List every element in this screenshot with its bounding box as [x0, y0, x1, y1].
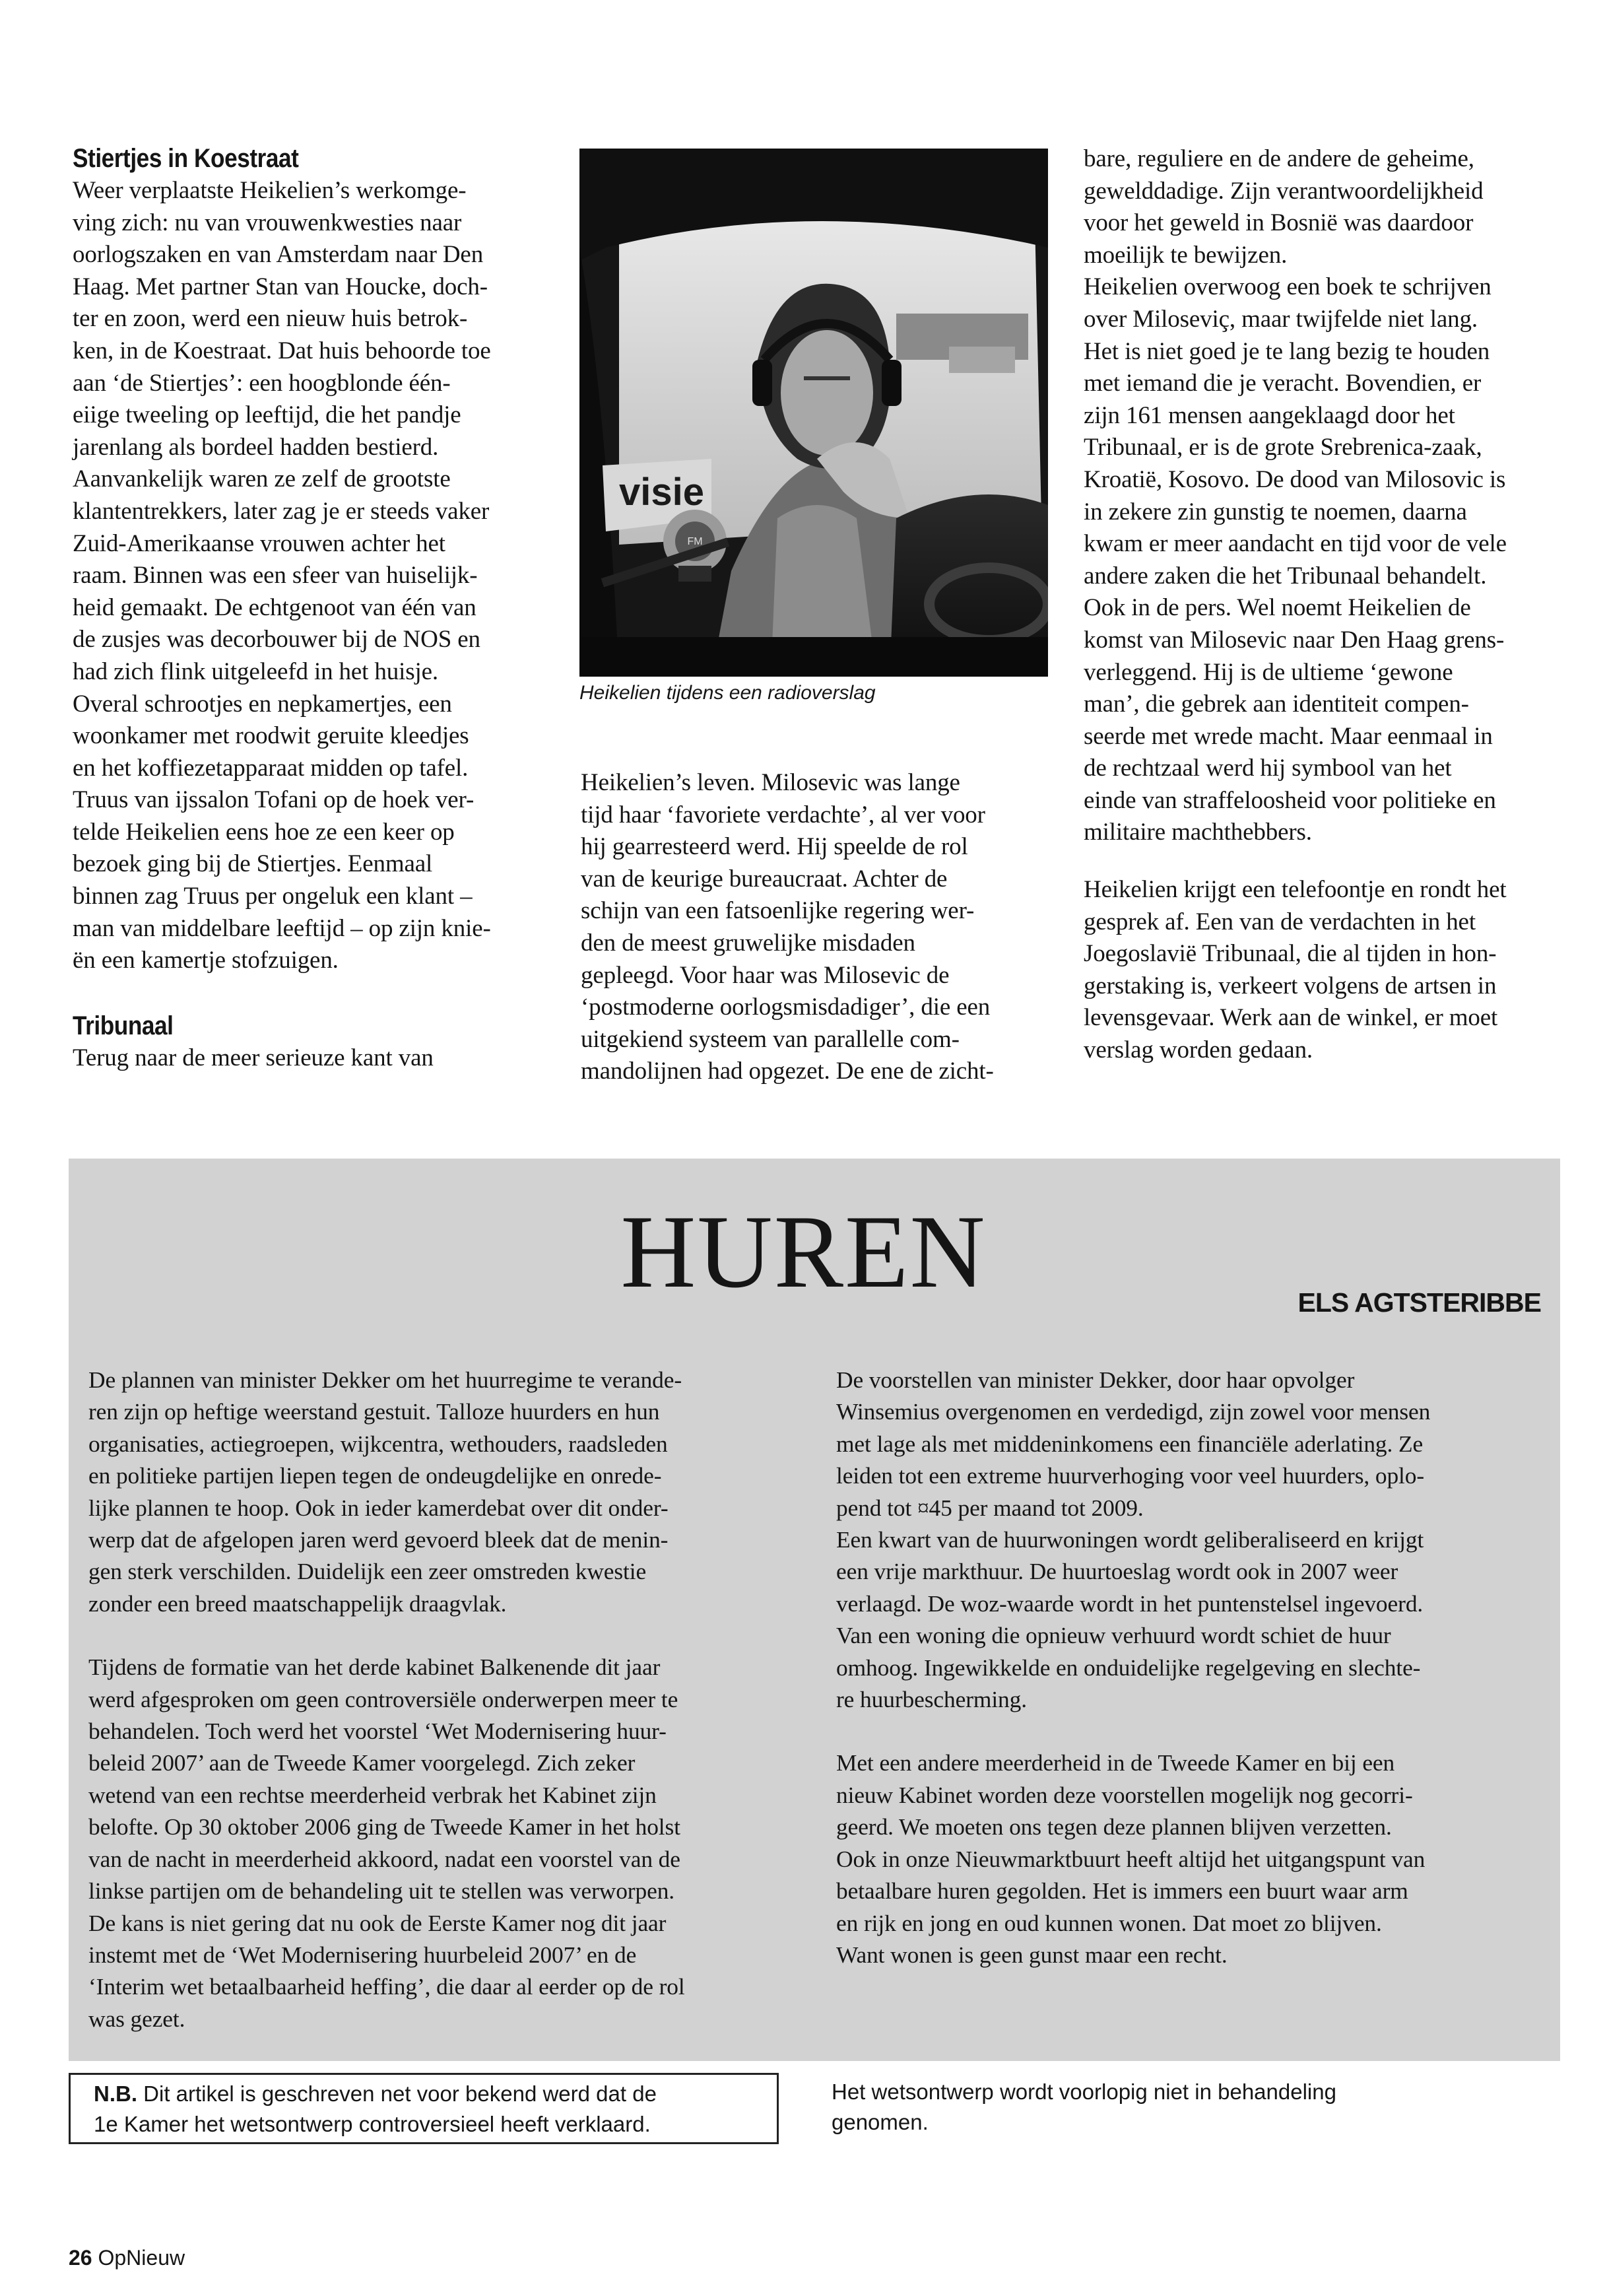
text-line: Haag. Met partner Stan van Houcke, doch- — [73, 273, 488, 300]
text-line: in zekere zin gunstig te noemen, daarna — [1084, 498, 1467, 525]
column-1-text-a — [73, 175, 535, 977]
text-line: den de meest gruwelijke misdaden — [581, 929, 915, 957]
text-line: werp dat de afgelopen jaren werd gevoerd bleek dat de menin- — [88, 1526, 669, 1553]
note-label: N.B. — [94, 2081, 137, 2106]
text-line: Kroatië, Kosovo. De dood van Milosovic is — [1084, 465, 1506, 493]
text-line: kwam er meer aandacht en tijd voor de vele — [1084, 530, 1507, 558]
text-line: man van middelbare leeftijd – op zijn knie- — [73, 914, 491, 942]
box-right-column — [836, 1364, 1556, 1971]
text-line: verleggend. Hij is de ultieme ‘gewone — [1084, 658, 1453, 686]
text-line: binnen zag Truus per ongeluk een klant – — [73, 883, 473, 910]
text-line: Winsemius overgenomen en verdedigd, zijn zowel voor mensen — [836, 1398, 1431, 1425]
text-line: einde van straffeloosheid voor politieke en — [1084, 786, 1496, 814]
box-right-paragraph-1 — [836, 1364, 1556, 1715]
microphone-label: FM — [687, 536, 703, 547]
text-line: nieuw Kabinet worden deze voorstellen mogelijk nog gecorri- — [836, 1781, 1413, 1808]
text-line: man’, die gebrek aan identiteit compen- — [1084, 691, 1469, 718]
text-line: belofte. Op 30 oktober 2006 ging de Tweede Kamer in het holst — [88, 1813, 680, 1840]
text-line: mandolijnen had opgezet. De ene de zicht- — [581, 1058, 994, 1085]
text-line: jarenlang als bordeel hadden bestierd. — [73, 433, 439, 461]
photo-illustration — [579, 149, 1048, 677]
text-line: De plannen van minister Dekker om het huurregime te verande- — [88, 1367, 682, 1393]
text-line: en rijk en jong en oud kunnen wonen. Dat moet zo blijven. — [836, 1909, 1382, 1936]
note-line-1 — [94, 2079, 777, 2109]
text-line: de zusjes was decorbouwer bij de NOS en — [73, 626, 480, 654]
text-line: Ook in onze Nieuwmarktbuurt heeft altijd het uitgangspunt van — [836, 1845, 1426, 1872]
column-3-text-b — [1084, 874, 1559, 1067]
text-line: hij gearresteerd werd. Hij speelde de rol — [581, 833, 968, 861]
text-line: andere zaken die het Tribunaal behandelt. — [1084, 562, 1487, 590]
text-line: seerde met wrede macht. Maar eenmaal in — [1084, 722, 1493, 750]
text-line: bezoek ging bij de Stiertjes. Eenmaal — [73, 850, 433, 878]
text-line: was gezet. — [88, 2005, 185, 2032]
text-line: ën een kamertje stofzuigen. — [73, 947, 339, 974]
text-line: gepleegd. Voor haar was Milosevic de — [581, 961, 950, 989]
magazine-name: OpNieuw — [98, 2246, 185, 2270]
text-line: leiden tot een extreme huurverhoging voor veel huurders, oplo- — [836, 1462, 1425, 1489]
text-line: zijn 161 mensen aangeklaagd door het — [1084, 401, 1455, 429]
text-line: linkse partijen om de behandeling uit te stellen was verworpen. — [88, 1877, 675, 1905]
text-line: Truus van ijssalon Tofani op de hoek ver- — [73, 786, 475, 814]
text-line: verslag worden gedaan. — [1084, 1036, 1313, 1064]
text-line: ken, in de Koestraat. Dat huis behoorde toe — [73, 337, 491, 364]
text-line: over Miloseviç, maar twijfelde niet lang. — [1084, 305, 1478, 333]
text-line: van de nacht in meerderheid akkoord, nadat een voorstel van de — [88, 1845, 680, 1872]
text-line: ving zich: nu van vrouwenkwesties naar — [73, 209, 462, 236]
text-line: voor het geweld in Bosnië was daardoor — [1084, 209, 1474, 237]
text-line: gen sterk verschilden. Duidelijk een zeer omstreden kwestie — [88, 1558, 647, 1585]
text-line: instemt met de ‘Wet Modernisering huurbeleid 2007’ en de — [88, 1941, 637, 1968]
text-line: Tijdens de formatie van het derde kabinet Balkenende dit jaar — [88, 1654, 661, 1681]
huren-title: HUREN — [620, 1194, 987, 1310]
text-line: tijd haar ‘favoriete verdachte’, al ver voor — [581, 801, 985, 828]
photo-radio-report — [579, 149, 1048, 677]
text-line: De voorstellen van minister Dekker, door haar opvolger — [836, 1367, 1355, 1393]
text-line: zonder een breed maatschappelijk draagvlak. — [88, 1590, 507, 1617]
text-line: komst van Milosevic naar Den Haag grens- — [1084, 626, 1505, 654]
text-line: organisaties, actiegroepen, wijkcentra, wethouders, raadsleden — [88, 1430, 668, 1457]
text-line: had zich flink uitgeleefd in het huisje. — [73, 658, 438, 685]
note-continuation — [832, 2077, 1525, 2138]
text-line: militaire machthebbers. — [1084, 819, 1312, 846]
text-line: betaalbare huren gegolden. Het is immers een buurt waar arm — [836, 1877, 1408, 1905]
text-line: Een kwart van de huurwoningen wordt geliberaliseerd en krijgt — [836, 1526, 1424, 1553]
text-line: eiige tweeling op leeftijd, die het pandje — [73, 401, 461, 429]
column-3-text-a — [1084, 143, 1559, 849]
text-line: Terug naar de meer serieuze kant van — [73, 1044, 434, 1071]
box-right-paragraph-2 — [836, 1747, 1556, 1971]
text-line: gerstaking is, verkeert volgens de artsen in — [1084, 972, 1497, 999]
column-1 — [73, 142, 535, 1074]
text-line: de rechtzaal werd hij symbool van het — [1084, 755, 1452, 782]
text-line: en het koffiezetapparaat midden op tafel. — [73, 754, 469, 782]
text-line: Het is niet goed je te lang bezig te houden — [1084, 337, 1490, 365]
text-line: Ook in de pers. Wel noemt Heikelien de — [1084, 594, 1471, 622]
text-line: geerd. We moeten ons tegen deze plannen blijven verzetten. — [836, 1813, 1392, 1840]
note-cont-2: genomen. — [832, 2110, 929, 2134]
text-line: van de keurige bureaucraat. Achter de — [581, 865, 948, 893]
text-line: lijke plannen te hoop. Ook in ieder kamerdebat over dit onder- — [88, 1494, 669, 1521]
text-line: gesprek af. Een van de verdachten in het — [1084, 908, 1476, 935]
text-line: ren zijn op heftige weerstand gestuit. Talloze huurders en hun — [88, 1398, 660, 1425]
text-line: Heikelien overwoog een boek te schrijven — [1084, 273, 1492, 301]
photo-caption: Heikelien tijdens een radioverslag — [579, 682, 876, 704]
text-line: ‘Interim wet betaalbaarheid heffing’, die daar al eerder op de rol — [88, 1973, 685, 2000]
text-line: uitgekiend systeem van parallelle com- — [581, 1025, 960, 1053]
text-line: verlaagd. De woz-waarde wordt in het puntenstelsel ingevoerd. — [836, 1590, 1424, 1617]
text-line: een vrije markthuur. De huurtoeslag wordt ook in 2007 weer — [836, 1558, 1398, 1585]
text-line: Heikelien krijgt een telefoontje en rondt het — [1084, 876, 1507, 904]
photo-sign-text: visie — [619, 471, 704, 514]
text-line: woonkamer met roodwit geruite kleedjes — [73, 722, 469, 750]
text-line: schijn van een fatsoenlijke regering wer- — [581, 897, 975, 925]
box-left-paragraph-1 — [88, 1364, 847, 1619]
text-line: met lage als met middeninkomens een financiële aderlating. Ze — [836, 1430, 1424, 1457]
text-line: heid gemaakt. De echtgenoot van één van — [73, 593, 476, 621]
text-line: behandelen. Toch werd het voorstel ‘Wet Modernisering huur- — [88, 1718, 667, 1745]
column-3 — [1084, 143, 1559, 1067]
text-line: en politieke partijen liepen tegen de ondeugdelijke en onrede- — [88, 1462, 662, 1489]
text-line: Met een andere meerderheid in de Tweede Kamer en bij een — [836, 1749, 1395, 1776]
text-line: Tribunaal, er is de grote Srebrenica-zaak, — [1084, 434, 1482, 461]
text-line: wetend van een rechtse meerderheid verbrak het Kabinet zijn — [88, 1781, 657, 1808]
text-line: omhoog. Ingewikkelde en onduidelijke regelgeving en slechte- — [836, 1654, 1421, 1681]
text-line: werd afgesproken om geen controversiële onderwerpen meer te — [88, 1685, 678, 1712]
column-1-text-b — [73, 1042, 535, 1075]
text-line: met iemand die je veracht. Bovendien, er — [1084, 370, 1482, 397]
text-line: Van een woning die opnieuw verhuurd wordt schiet de huur — [836, 1622, 1391, 1649]
heading-tribunaal: Tribunaal — [73, 1011, 174, 1040]
text-line: De kans is niet gering dat nu ook de Eerste Kamer nog dit jaar — [88, 1909, 667, 1936]
text-line: klantentrekkers, later zag je er steeds vaker — [73, 497, 490, 525]
note-line-2: 1e Kamer het wetsontwerp controversieel heeft verklaard. — [94, 2112, 651, 2136]
text-line: telde Heikelien eens hoe ze een keer op — [73, 818, 455, 846]
column-2 — [581, 767, 1056, 1088]
note-text-1: Dit artikel is geschreven net voor bekend werd dat de — [137, 2081, 657, 2106]
text-line: moeilijk te bewijzen. — [1084, 241, 1288, 269]
box-left-paragraph-2 — [88, 1651, 847, 2035]
text-line: raam. Binnen was een sfeer van huiselijk- — [73, 562, 478, 590]
text-line: gewelddadige. Zijn verantwoordelijkheid — [1084, 177, 1484, 205]
note-cont-1: Het wetsontwerp wordt voorlopig niet in behandeling — [832, 2079, 1336, 2104]
text-line: Weer verplaatste Heikelien’s werkomge- — [73, 177, 467, 204]
text-line: Want wonen is geen gunst maar een recht. — [836, 1941, 1228, 1968]
text-line: oorlogszaken en van Amsterdam naar Den — [73, 241, 484, 269]
heading-stiertjes: Stiertjes in Koestraat — [73, 144, 299, 173]
text-line: Heikelien’s leven. Milosevic was lange — [581, 769, 960, 796]
author-byline: ELS AGTSTERIBBE — [1297, 1287, 1541, 1318]
text-line: Overal schrootjes en nepkamertjes, een — [73, 690, 452, 718]
note-box — [69, 2073, 779, 2144]
text-line: pend tot ¤45 per maand tot 2009. — [836, 1494, 1144, 1521]
text-line: levensgevaar. Werk aan de winkel, er moet — [1084, 1004, 1498, 1032]
text-line: Joegoslavië Tribunaal, die al tijden in hon- — [1084, 940, 1497, 968]
page-number: 26 — [69, 2246, 92, 2270]
text-line: re huurbescherming. — [836, 1686, 1027, 1713]
text-line: aan ‘de Stiertjes’: een hoogblonde één- — [73, 369, 451, 397]
text-line: ‘postmoderne oorlogsmisdadiger’, die een — [581, 994, 991, 1021]
text-line: bare, reguliere en de andere de geheime, — [1084, 145, 1474, 172]
text-line: beleid 2007’ aan de Tweede Kamer voorgelegd. Zich zeker — [88, 1749, 636, 1776]
page-footer — [69, 2245, 185, 2271]
text-line: Aanvankelijk waren ze zelf de grootste — [73, 465, 451, 493]
box-left-column — [88, 1364, 847, 2035]
text-line: Zuid-Amerikaanse vrouwen achter het — [73, 529, 445, 557]
text-line: ter en zoon, werd een nieuw huis betrok- — [73, 305, 468, 333]
